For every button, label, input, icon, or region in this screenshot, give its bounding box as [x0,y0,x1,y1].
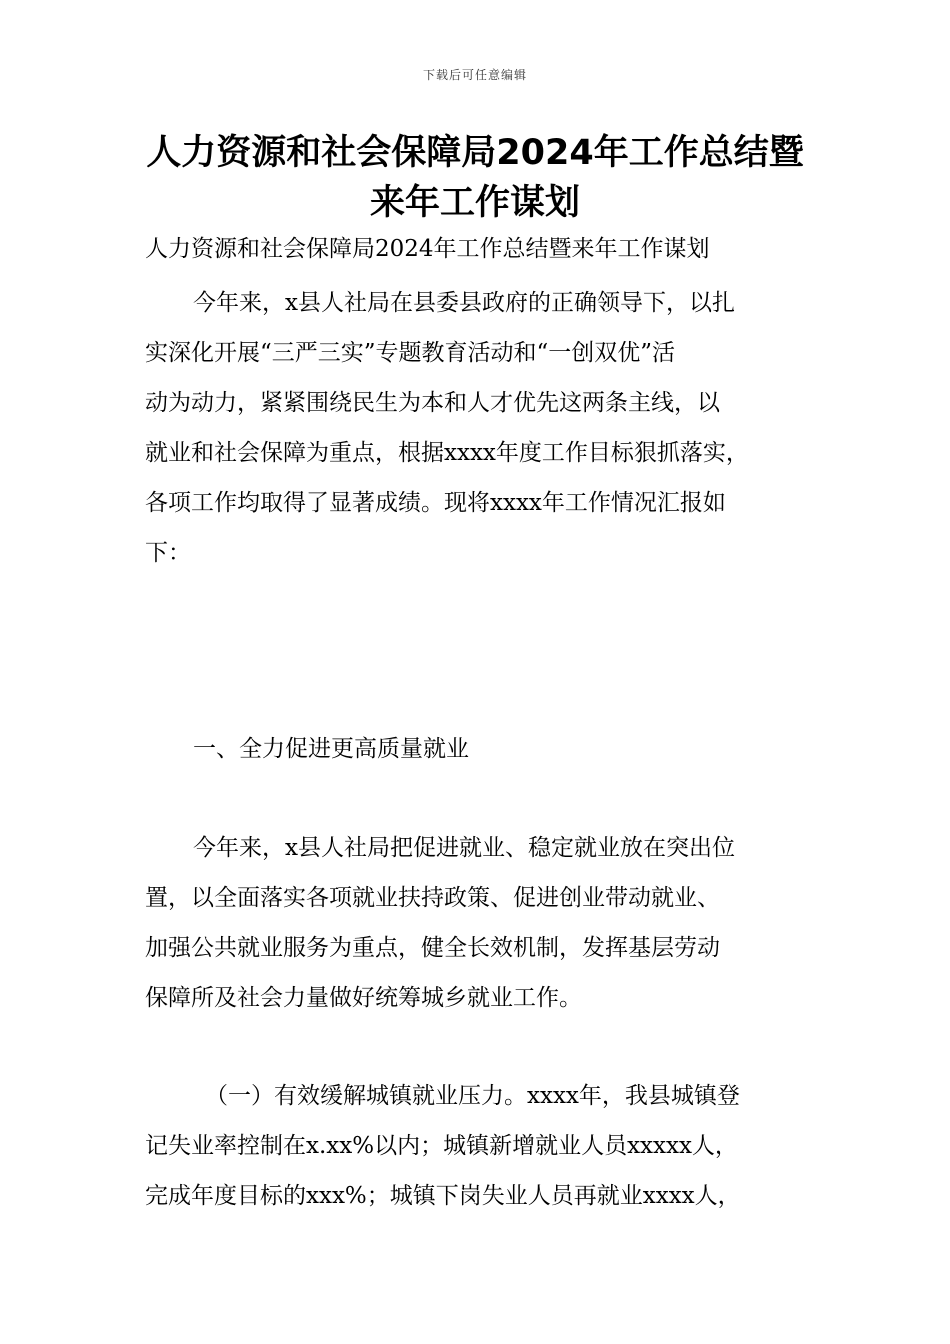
document-subtitle: 人力资源和社会保障局2024年工作总结暨来年工作谋划 [145,236,710,262]
intro-line: 今年来，x县人社局在县委县政府的正确领导下，以扎 [193,290,735,316]
header-note: 下载后可任意编辑 [422,68,527,82]
title-line-1: 人力资源和社会保障局2024年工作总结暨 [146,133,804,173]
section-heading-1 [145,724,825,774]
section1-line: 加强公共就业服务为重点，健全长效机制，发挥基层劳动 [145,935,720,961]
intro-line: 就业和社会保障为重点，根据xxxx年度工作目标狠抓落实， [145,440,749,466]
subsection1-line: 完成年度目标的xxx%；城镇下岗失业人员再就业xxxx人， [145,1183,741,1209]
intro-line: 各项工作均取得了显著成绩。现将xxxx年工作情况汇报如 [145,490,726,516]
section1-line: 保障所及社会力量做好统筹城乡就业工作。 [145,985,582,1011]
intro-line: 下： [145,540,191,566]
section1-paragraph [145,823,825,1023]
document-title [120,128,830,228]
subsection1-line: （一）有效缓解城镇就业压力。xxxx年，我县城镇登 [205,1083,740,1109]
subsection-1-paragraph [145,1071,825,1221]
title-line-2: 来年工作谋划 [369,183,580,223]
section1-line: 今年来，x县人社局把促进就业、稳定就业放在突出位 [193,835,735,861]
intro-line: 实深化开展“三严三实”专题教育活动和“一创双优”活 [145,340,676,366]
intro-line: 动为动力，紧紧围绕民生为本和人才优先这两条主线，以 [145,390,720,416]
intro-paragraph [145,278,825,578]
section-heading-text: 一、全力促进更高质量就业 [193,736,469,762]
subsection1-line: 记失业率控制在x.xx%以内；城镇新增就业人员xxxxx人， [145,1133,738,1159]
section1-line: 置，以全面落实各项就业扶持政策、促进创业带动就业、 [145,885,720,911]
